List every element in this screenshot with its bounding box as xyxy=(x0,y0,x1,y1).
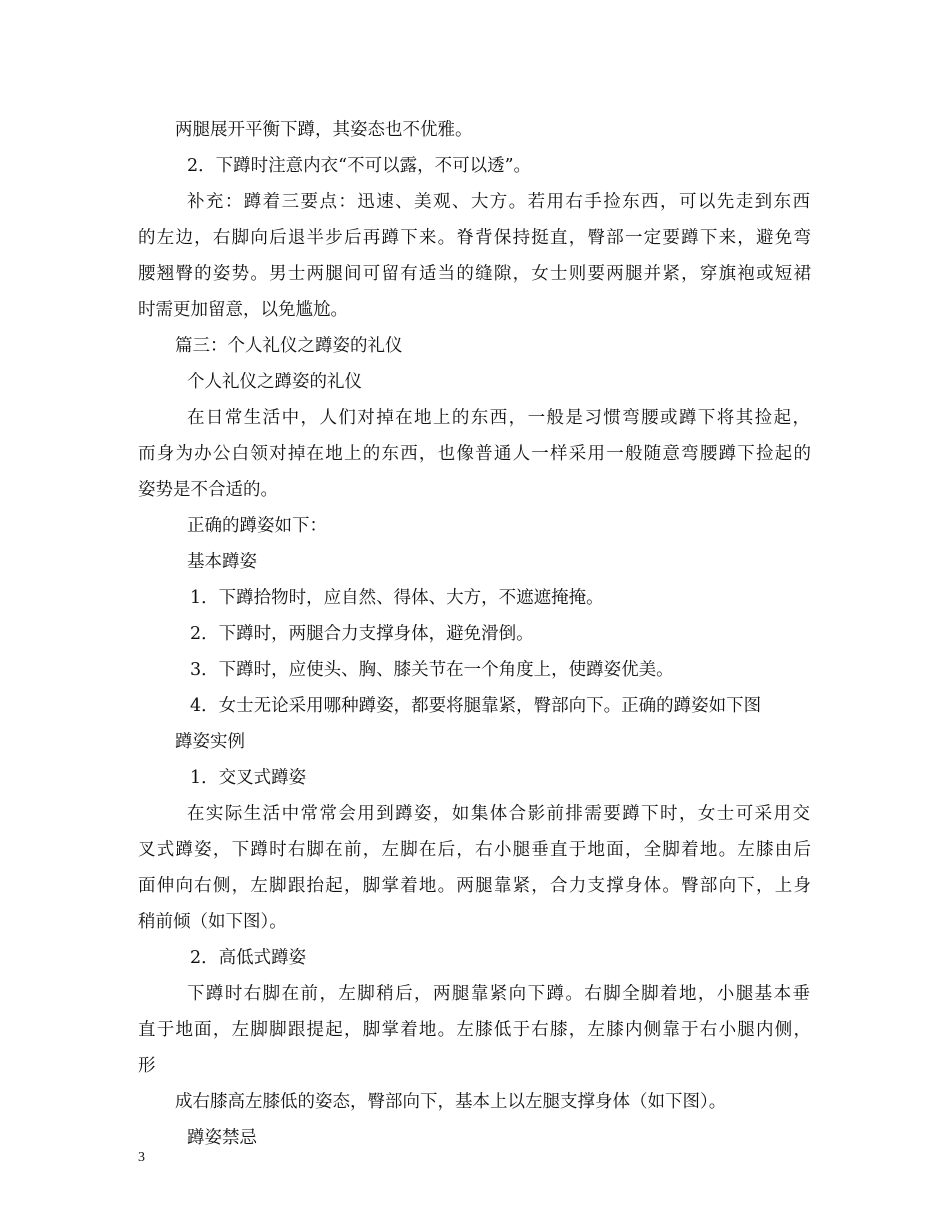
text-line: 成右膝高左膝低的姿态，臀部向下，基本上以左腿支撑身体（如下图）。 xyxy=(175,1092,727,1112)
text-line: 的左边，右脚向后退半步后再蹲下来。脊背保持挺直，臀部一定要蹲下来，避免弯 xyxy=(138,228,811,248)
text-line: 补充：蹲着三要点：迅速、美观、大方。若用右手捡东西，可以先走到东西 xyxy=(187,192,810,212)
text-line: 姿势是不合适的。 xyxy=(138,480,278,500)
text-line: 直于地面，左脚脚跟提起，脚掌着地。左膝低于右膝，左膝内侧靠于右小腿内侧， xyxy=(138,1020,811,1040)
text-line: 腰翘臀的姿势。男士两腿间可留有适当的缝隙，女士则要两腿并紧，穿旗袍或短裙 xyxy=(138,264,811,284)
section-heading: 篇三：个人礼仪之蹲姿的礼仪 xyxy=(175,336,403,356)
list-item: 3．下蹲时，应使头、胸、膝关节在一个角度上，使蹲姿优美。 xyxy=(190,660,674,680)
page-number: 3 xyxy=(138,1150,145,1165)
list-item: 2．下蹲时，两腿合力支撑身体，避免滑倒。 xyxy=(190,624,534,644)
list-item: 4．女士无论采用哪种蹲姿，都要将腿靠紧，臀部向下。正确的蹲姿如下图 xyxy=(190,696,762,716)
text-line: 基本蹲姿 xyxy=(187,552,257,572)
list-item: 2．高低式蹲姿 xyxy=(190,948,307,968)
text-line: 面伸向右侧，左脚跟抬起，脚掌着地。两腿靠紧，合力支撑身体。臀部向下，上身 xyxy=(138,876,811,896)
text-line: 2．下蹲时注意内衣“不可以露，不可以透”。 xyxy=(187,156,532,176)
text-line: 两腿展开平衡下蹲，其姿态也不优雅。 xyxy=(175,120,473,140)
text-line: 下蹲时右脚在前，左脚稍后，两腿靠紧向下蹲。右脚全脚着地，小腿基本垂 xyxy=(187,984,810,1004)
text-line: 蹲姿禁忌 xyxy=(187,1128,257,1148)
list-item: 1．下蹲拾物时，应自然、得体、大方，不遮遮掩掩。 xyxy=(190,588,604,608)
text-line: 正确的蹲姿如下： xyxy=(187,516,327,536)
text-line: 叉式蹲姿，下蹲时右脚在前，左脚在后，右小腿垂直于地面，全脚着地。左膝由后 xyxy=(138,840,811,860)
section-subheading: 个人礼仪之蹲姿的礼仪 xyxy=(187,372,362,392)
text-line: 蹲姿实例 xyxy=(175,732,245,752)
text-line: 而身为办公白领对掉在地上的东西，也像普通人一样采用一般随意弯腰蹲下捡起的 xyxy=(138,444,811,464)
text-line: 稍前倾（如下图）。 xyxy=(138,912,287,932)
list-item: 1．交叉式蹲姿 xyxy=(190,768,307,788)
text-line: 在日常生活中，人们对掉在地上的东西，一般是习惯弯腰或蹲下将其捡起， xyxy=(187,408,810,428)
text-line: 在实际生活中常常会用到蹲姿，如集体合影前排需要蹲下时，女士可采用交 xyxy=(187,804,810,824)
text-line: 形 xyxy=(138,1056,156,1076)
text-line: 时需更加留意，以免尴尬。 xyxy=(138,300,348,320)
